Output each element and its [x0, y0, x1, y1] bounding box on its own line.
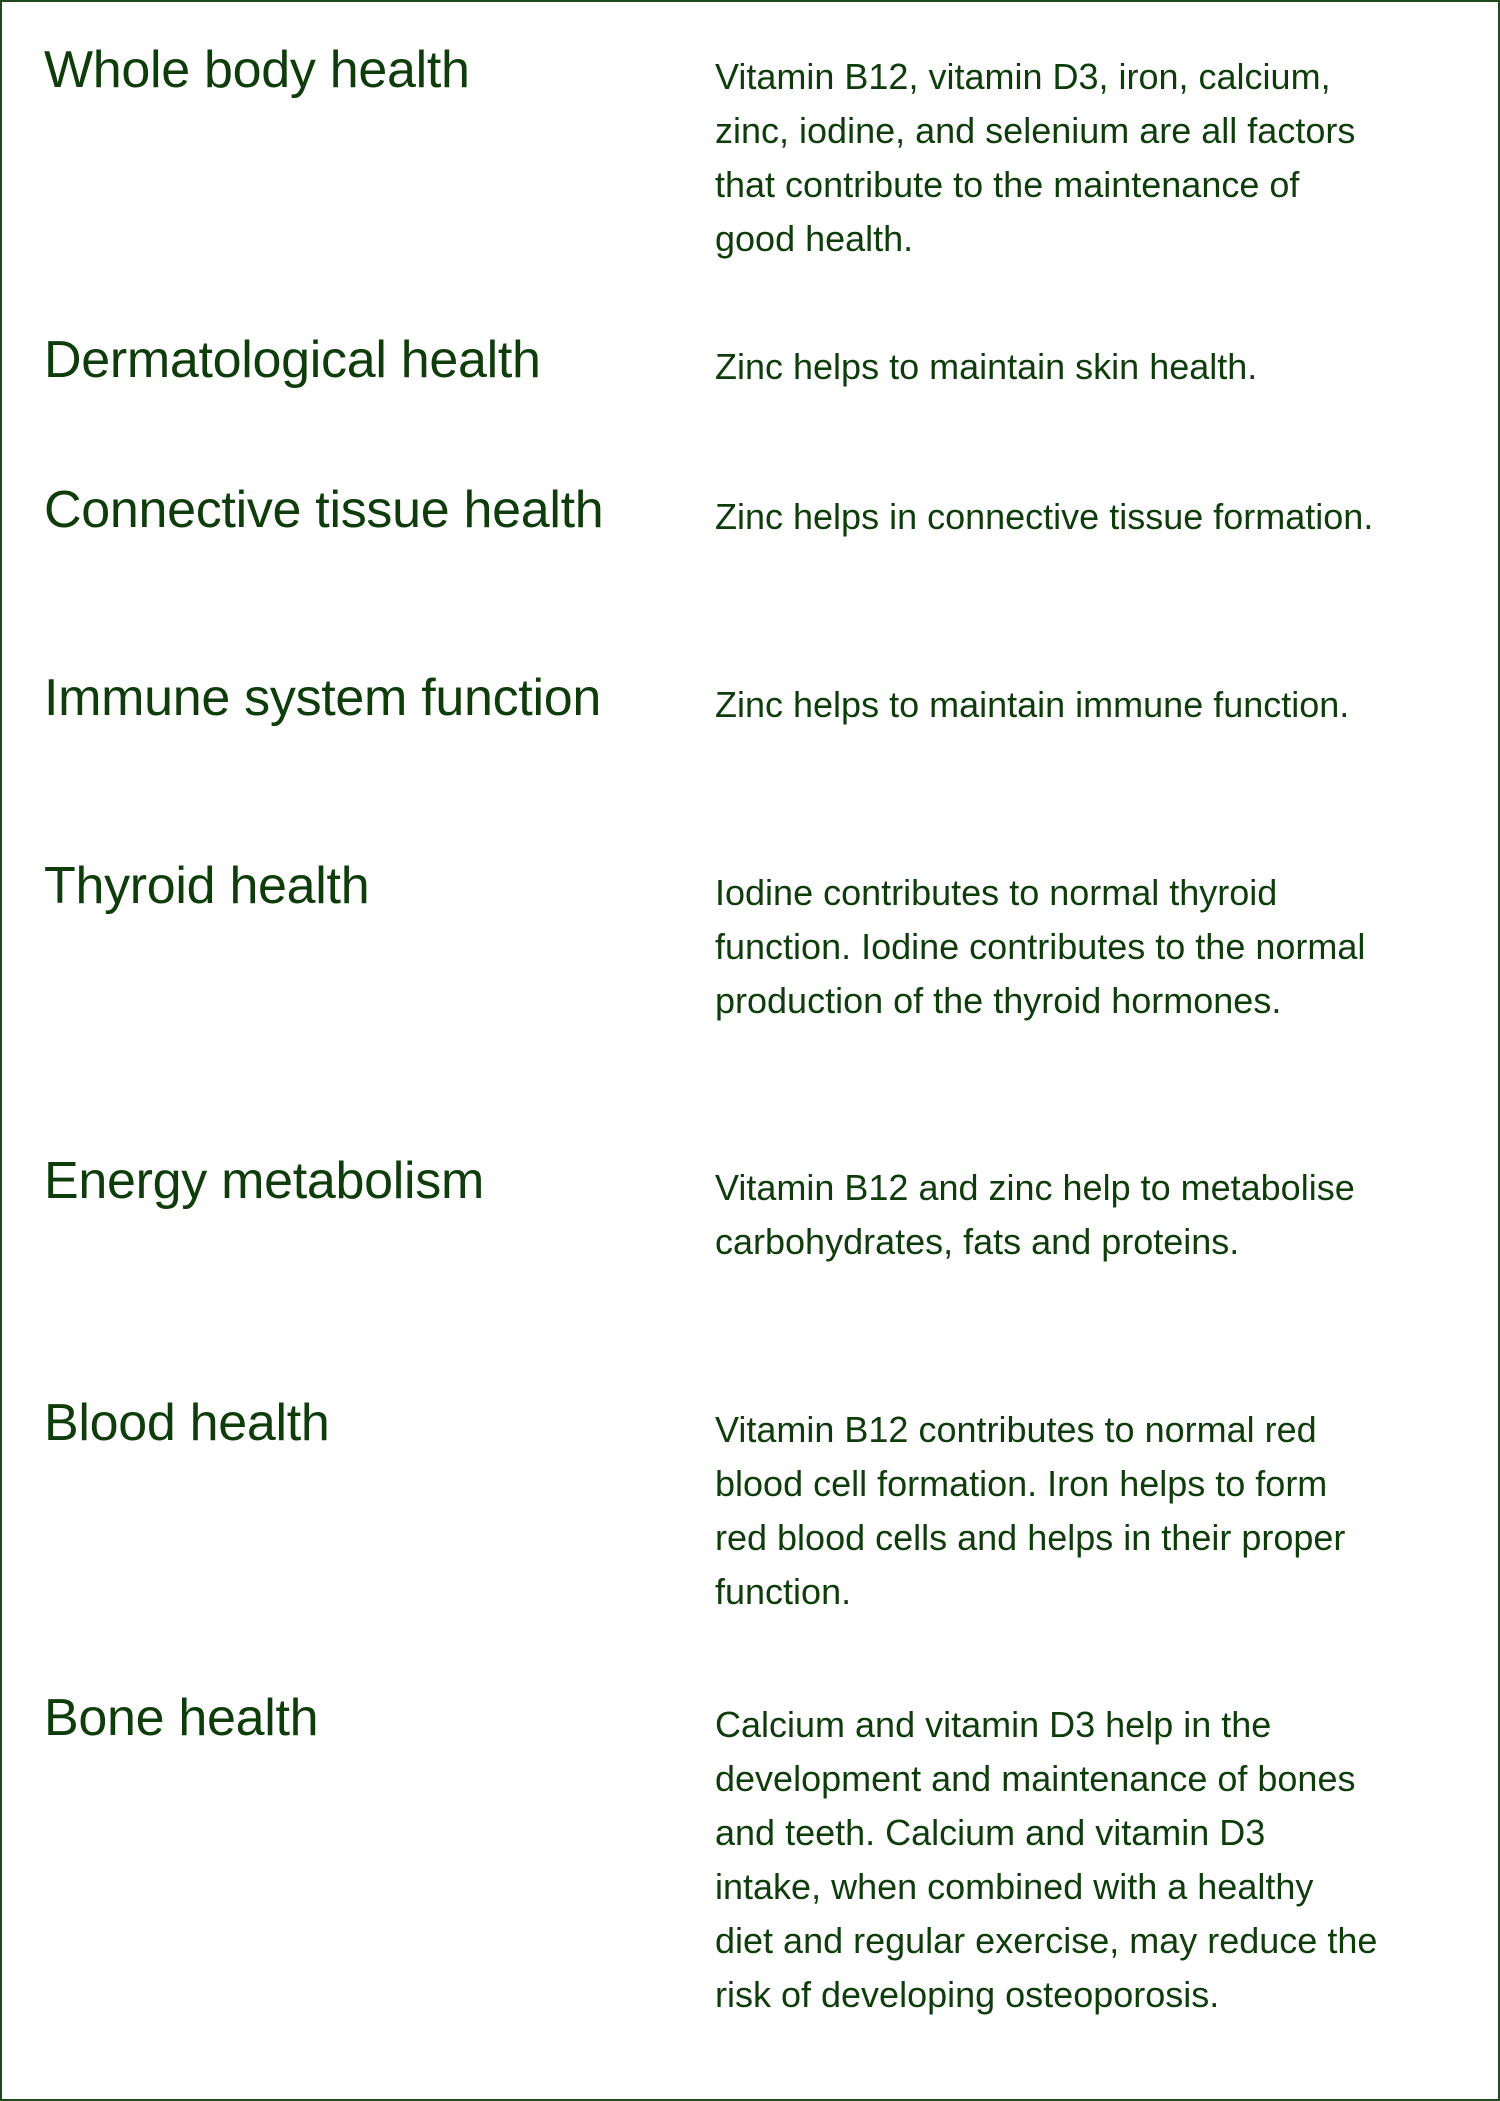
- row-description: Zinc helps to maintain immune function.: [715, 684, 1350, 725]
- row-description: Vitamin B12 contributes to normal red blood cell formation. Iron helps to form red blood cells and helps in their proper function.: [715, 1409, 1346, 1612]
- row-description: Zinc helps to maintain skin health.: [715, 346, 1258, 387]
- row-description: Iodine contributes to normal thyroid function. Iodine contributes to the normal production of the thyroid hormones.: [715, 872, 1366, 1021]
- row-heading: Connective tissue health: [44, 481, 604, 539]
- row-description: Vitamin B12 and zinc help to metabolise carbohydrates, fats and proteins.: [715, 1167, 1355, 1262]
- row-heading: Energy metabolism: [44, 1152, 484, 1210]
- row-description: Vitamin B12, vitamin D3, iron, calcium, zinc, iodine, and selenium are all factors that contribute to the maintenance of good health.: [715, 56, 1356, 259]
- row-heading: Bone health: [44, 1689, 319, 1747]
- row-heading: Whole body health: [44, 41, 470, 99]
- row-description: Calcium and vitamin D3 help in the development and maintenance of bones and teeth. Calcium and vitamin D3 intake, when combined with a healthy diet and regular exercise, may reduce the risk of developing osteoporosis.: [715, 1704, 1378, 2015]
- row-heading: Blood health: [44, 1394, 330, 1452]
- row-heading: Immune system function: [44, 669, 601, 727]
- row-heading: Thyroid health: [44, 857, 370, 915]
- row-description: Zinc helps in connective tissue formation.: [715, 496, 1374, 537]
- row-heading: Dermatological health: [44, 331, 541, 389]
